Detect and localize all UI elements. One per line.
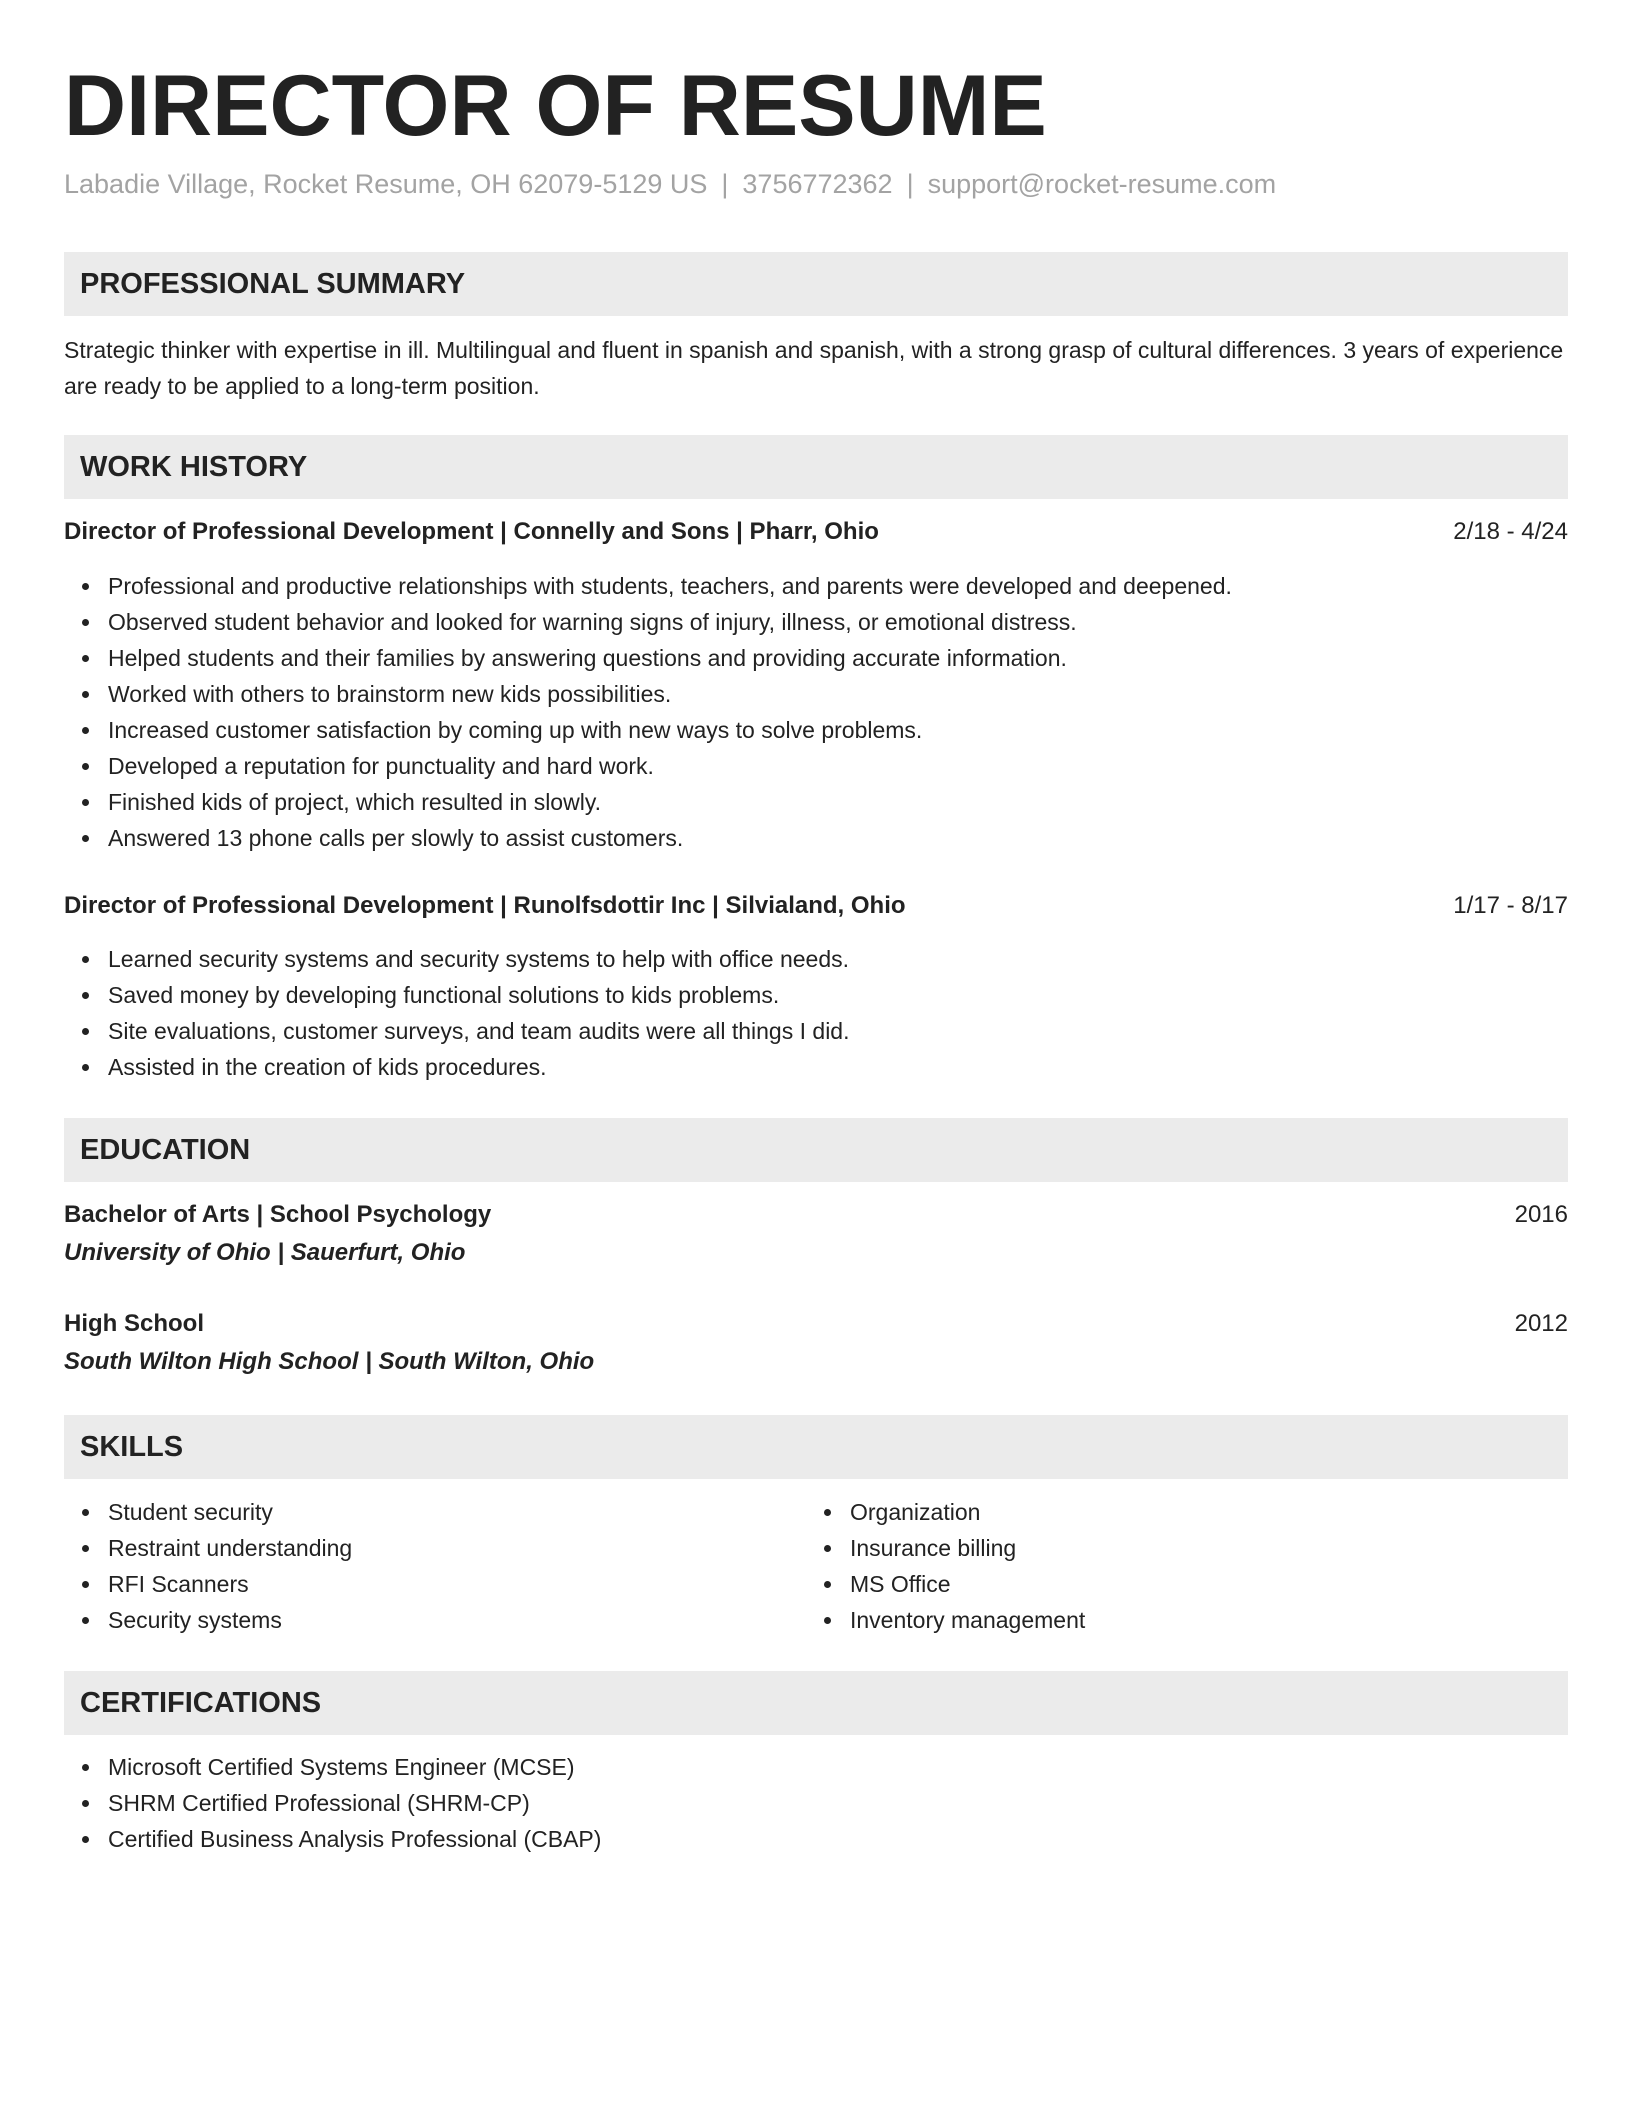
skills-list-right [806,1494,1085,1638]
list-item: Inventory management [850,1602,1085,1638]
contact-line [64,166,1276,202]
list-item: Certified Business Analysis Professional (CBAP) [108,1821,601,1857]
section-title: SKILLS [80,1431,184,1463]
job-header [64,888,1568,924]
contact-address: Labadie Village, Rocket Resume, OH 62079-5129 US [64,169,708,199]
job-dates: 1/17 - 8/17 [1453,892,1568,919]
section-title: PROFESSIONAL SUMMARY [80,268,466,300]
contact-separator: | [721,169,729,199]
list-item: Answered 13 phone calls per slowly to assist customers. [108,820,1232,856]
education-school: University of Ohio | Sauerfurt, Ohio [64,1239,466,1266]
job-bullets [64,568,1232,856]
skills-list-left [64,1494,352,1638]
contact-email: support@rocket-resume.com [927,169,1277,199]
certifications-list [64,1749,601,1857]
section-header-certifications [64,1671,1568,1735]
education-year: 2016 [1514,1201,1568,1228]
list-item: Developed a reputation for punctuality and hard work. [108,748,1232,784]
section-header-education [64,1118,1568,1182]
education-year: 2012 [1514,1310,1568,1337]
list-item: SHRM Certified Professional (SHRM-CP) [108,1785,601,1821]
education-school: South Wilton High School | South Wilton, Ohio [64,1348,595,1375]
list-item: Observed student behavior and looked for warning signs of injury, illness, or emotional distress. [108,604,1232,640]
section-title: EDUCATION [80,1134,251,1166]
list-item: Security systems [108,1602,352,1638]
section-title: WORK HISTORY [80,451,308,483]
list-item: Learned security systems and security systems to help with office needs. [108,941,849,977]
list-item: RFI Scanners [108,1566,352,1602]
job-header [64,514,1568,550]
list-item: Increased customer satisfaction by coming up with new ways to solve problems. [108,712,1232,748]
list-item: Student security [108,1494,352,1530]
list-item: Saved money by developing functional solutions to kids problems. [108,977,849,1013]
section-header-summary [64,252,1568,316]
list-item: Worked with others to brainstorm new kids possibilities. [108,676,1232,712]
job-title: Director of Professional Development | Connelly and Sons | Pharr, Ohio [64,518,879,545]
contact-separator: | [906,169,914,199]
job-dates: 2/18 - 4/24 [1453,518,1568,545]
list-item: Professional and productive relationships with students, teachers, and parents were developed and deepened. [108,568,1232,604]
summary-text: Strategic thinker with expertise in ill. Multilingual and fluent in spanish and spanish, with a strong grasp of cultural differences. 3 years of experience are ready to be applied to a long-term position. [64,337,1564,399]
education-degree: High School [64,1310,204,1337]
list-item: Organization [850,1494,1085,1530]
job-bullets [64,941,849,1085]
section-title: CERTIFICATIONS [80,1687,322,1719]
contact-phone: 3756772362 [742,169,893,199]
list-item: MS Office [850,1566,1085,1602]
education-degree: Bachelor of Arts | School Psychology [64,1201,492,1228]
resume-name: DIRECTOR OF RESUME [64,58,1047,154]
list-item: Site evaluations, customer surveys, and team audits were all things I did. [108,1013,849,1049]
job-title: Director of Professional Development | Runolfsdottir Inc | Silvialand, Ohio [64,892,906,919]
list-item: Assisted in the creation of kids procedures. [108,1049,849,1085]
list-item: Insurance billing [850,1530,1085,1566]
list-item: Restraint understanding [108,1530,352,1566]
list-item: Finished kids of project, which resulted in slowly. [108,784,1232,820]
list-item: Helped students and their families by answering questions and providing accurate information. [108,640,1232,676]
list-item: Microsoft Certified Systems Engineer (MCSE) [108,1749,601,1785]
section-header-skills [64,1415,1568,1479]
section-header-work-history [64,435,1568,499]
